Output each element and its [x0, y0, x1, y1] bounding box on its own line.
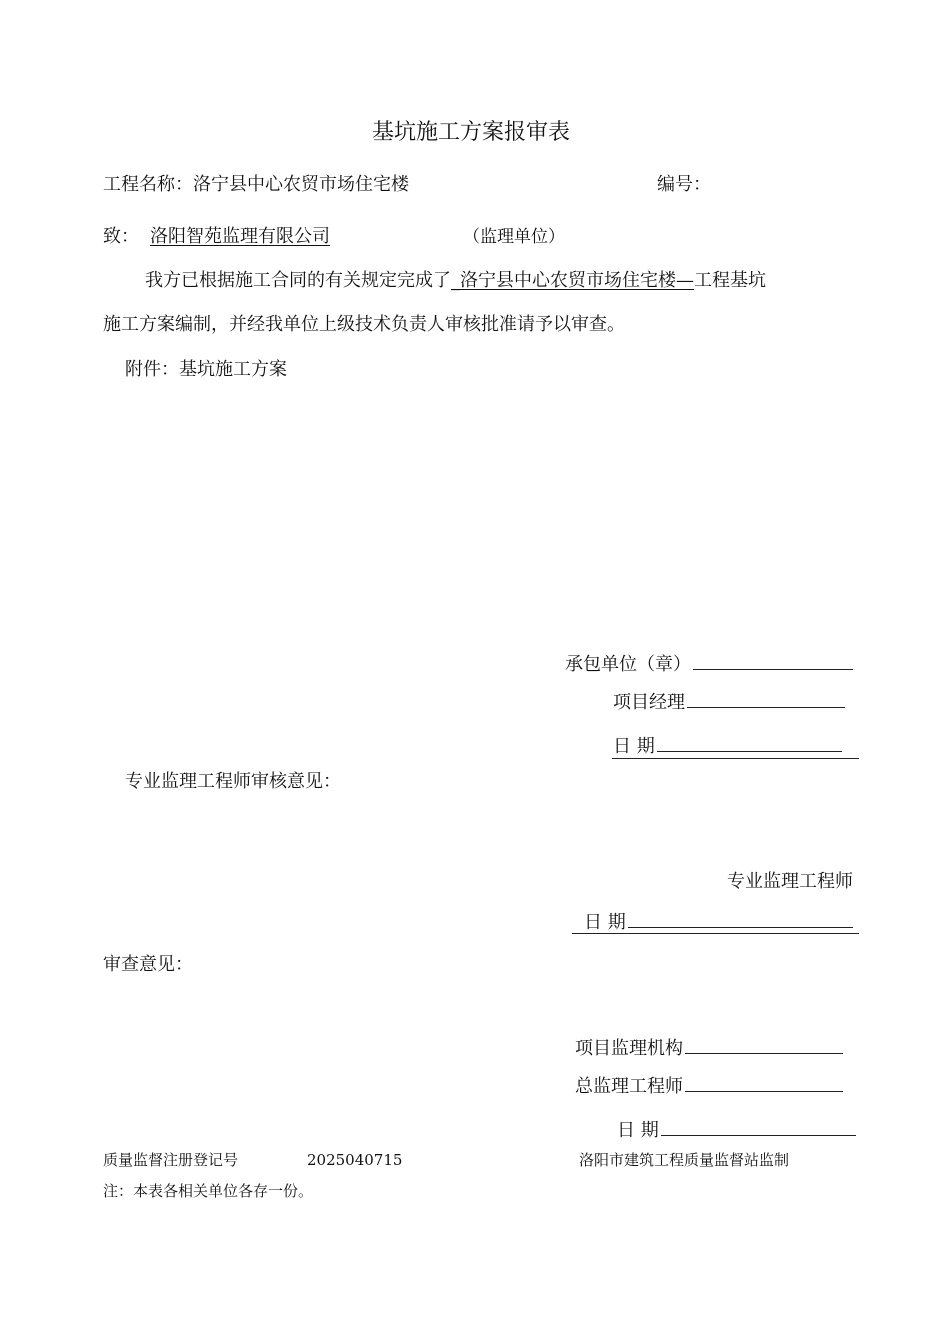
- review-date-blank: [661, 1119, 856, 1136]
- body-line-1-prefix: 我方已根据施工合同的有关规定完成了: [145, 270, 451, 291]
- supervision-agency-blank: [685, 1037, 843, 1054]
- review-date-row: [617, 1119, 856, 1140]
- chief-engineer-row: [575, 1075, 843, 1096]
- project-manager-blank: [687, 691, 845, 708]
- registration-number: 2025040715: [307, 1151, 403, 1169]
- specialist-opinion-label: 专业监理工程师审核意见：: [125, 771, 341, 792]
- contractor-date-label: 日 期: [613, 736, 655, 757]
- to-label: 致：: [103, 226, 139, 247]
- body-line-1-suffix: 工程基坑: [694, 270, 766, 291]
- project-name-label: 工程名称：: [103, 174, 193, 195]
- chief-engineer-blank: [685, 1075, 843, 1092]
- chief-engineer-label: 总监理工程师: [575, 1076, 683, 1097]
- specialist-divider: [572, 933, 859, 934]
- attachment-line: 附件：基坑施工方案: [125, 359, 287, 380]
- body-line-1: [145, 272, 766, 290]
- form-title: 基坑施工方案报审表: [372, 120, 571, 145]
- project-name-row: [103, 176, 409, 194]
- contractor-unit-row: [565, 653, 853, 674]
- body-line-2: 施工方案编制，并经我单位上级技术负责人审核批准请予以审查。: [103, 314, 625, 335]
- project-manager-row: [613, 691, 845, 712]
- addressee-company: 洛阳智苑监理有限公司: [150, 226, 330, 247]
- supervisor-station: 洛阳市建筑工程质量监督站监制: [579, 1151, 790, 1169]
- contractor-divider: [612, 758, 859, 759]
- project-manager-label: 项目经理: [613, 692, 685, 713]
- specialist-date-label: 日 期: [584, 912, 626, 933]
- contractor-unit-label: 承包单位（章）: [565, 654, 691, 675]
- body-line-1-project-name: 洛宁县中心农贸市场住宅楼: [460, 270, 676, 291]
- review-date-label: 日 期: [617, 1120, 659, 1141]
- contractor-date-blank: [657, 735, 842, 752]
- registration-label: 质量监督注册登记号: [103, 1151, 239, 1169]
- review-opinion-label: 审查意见：: [103, 954, 193, 975]
- addressee-role: （监理单位）: [463, 227, 565, 247]
- supervision-agency-row: [575, 1037, 843, 1058]
- specialist-date-row: [584, 911, 853, 932]
- number-label: 编号：: [657, 174, 711, 195]
- specialist-date-blank: [628, 911, 853, 928]
- footer-note: 注：本表各相关单位各存一份。: [103, 1182, 314, 1200]
- project-name-value: 洛宁县中心农贸市场住宅楼: [193, 174, 409, 195]
- specialist-engineer-label: 专业监理工程师: [727, 871, 853, 892]
- contractor-date-row: [613, 735, 842, 756]
- supervision-agency-label: 项目监理机构: [575, 1038, 683, 1059]
- body-line-1-project: _洛宁县中心农贸市场住宅楼—: [451, 270, 694, 291]
- contractor-unit-blank: [693, 653, 853, 670]
